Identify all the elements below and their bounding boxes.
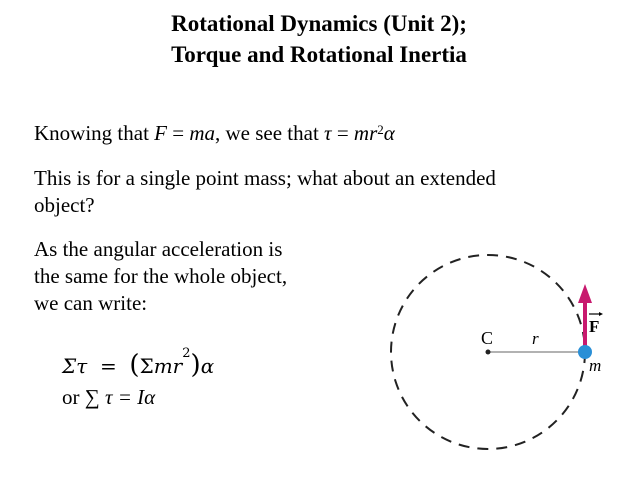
intro-text-2: , we see that <box>215 121 325 145</box>
question-line-1: This is for a single point mass; what about an extended <box>34 166 496 190</box>
title-line-2: Torque and Rotational Inertia <box>171 42 467 67</box>
force-vector-tip <box>599 312 603 316</box>
force-label: F <box>589 317 600 336</box>
intro-F: F <box>154 121 167 145</box>
title-line-1: Rotational Dynamics (Unit 2); <box>171 11 467 36</box>
force-arrow-head <box>578 284 592 303</box>
write-line-3: we can write: <box>34 291 148 315</box>
eq1-alpha: α <box>200 354 215 378</box>
intro-alpha: α <box>383 121 395 145</box>
intro-mr: mr <box>353 121 378 145</box>
write-paragraph <box>34 236 287 317</box>
eq2-expr: ∑ τ = Iα <box>84 385 156 409</box>
write-line-1: As the angular acceleration is <box>34 237 283 261</box>
rotating-mass-diagram <box>370 240 610 472</box>
question-line-2: object? <box>34 193 95 217</box>
eq1-sigma: Σ <box>139 354 154 378</box>
equation-sum-torque <box>62 346 215 380</box>
intro-square: 2 <box>377 122 384 137</box>
eq2-or: or <box>62 385 85 409</box>
center-point <box>486 350 491 355</box>
eq1-lhs: Στ <box>62 354 88 378</box>
radius-label: r <box>532 329 539 348</box>
intro-tau: τ <box>324 121 332 145</box>
slide-title <box>0 8 638 70</box>
eq1-square: 2 <box>182 346 191 361</box>
eq1-open-paren: ( <box>129 350 140 380</box>
mass-label: m <box>589 356 602 375</box>
intro-text-1: Knowing that <box>34 121 155 145</box>
eq1-equals: = <box>99 354 117 378</box>
eq1-mr: mr <box>153 354 183 378</box>
equation-inertia <box>62 385 155 410</box>
write-line-2: the same for the whole object, <box>34 264 288 288</box>
eq1-close-paren: ) <box>190 350 201 380</box>
intro-line <box>34 120 395 147</box>
center-label: C <box>481 328 494 348</box>
intro-ma: ma <box>189 121 215 145</box>
intro-eq-1: = <box>166 121 190 145</box>
question-paragraph <box>34 165 496 219</box>
intro-eq-2: = <box>331 121 354 145</box>
